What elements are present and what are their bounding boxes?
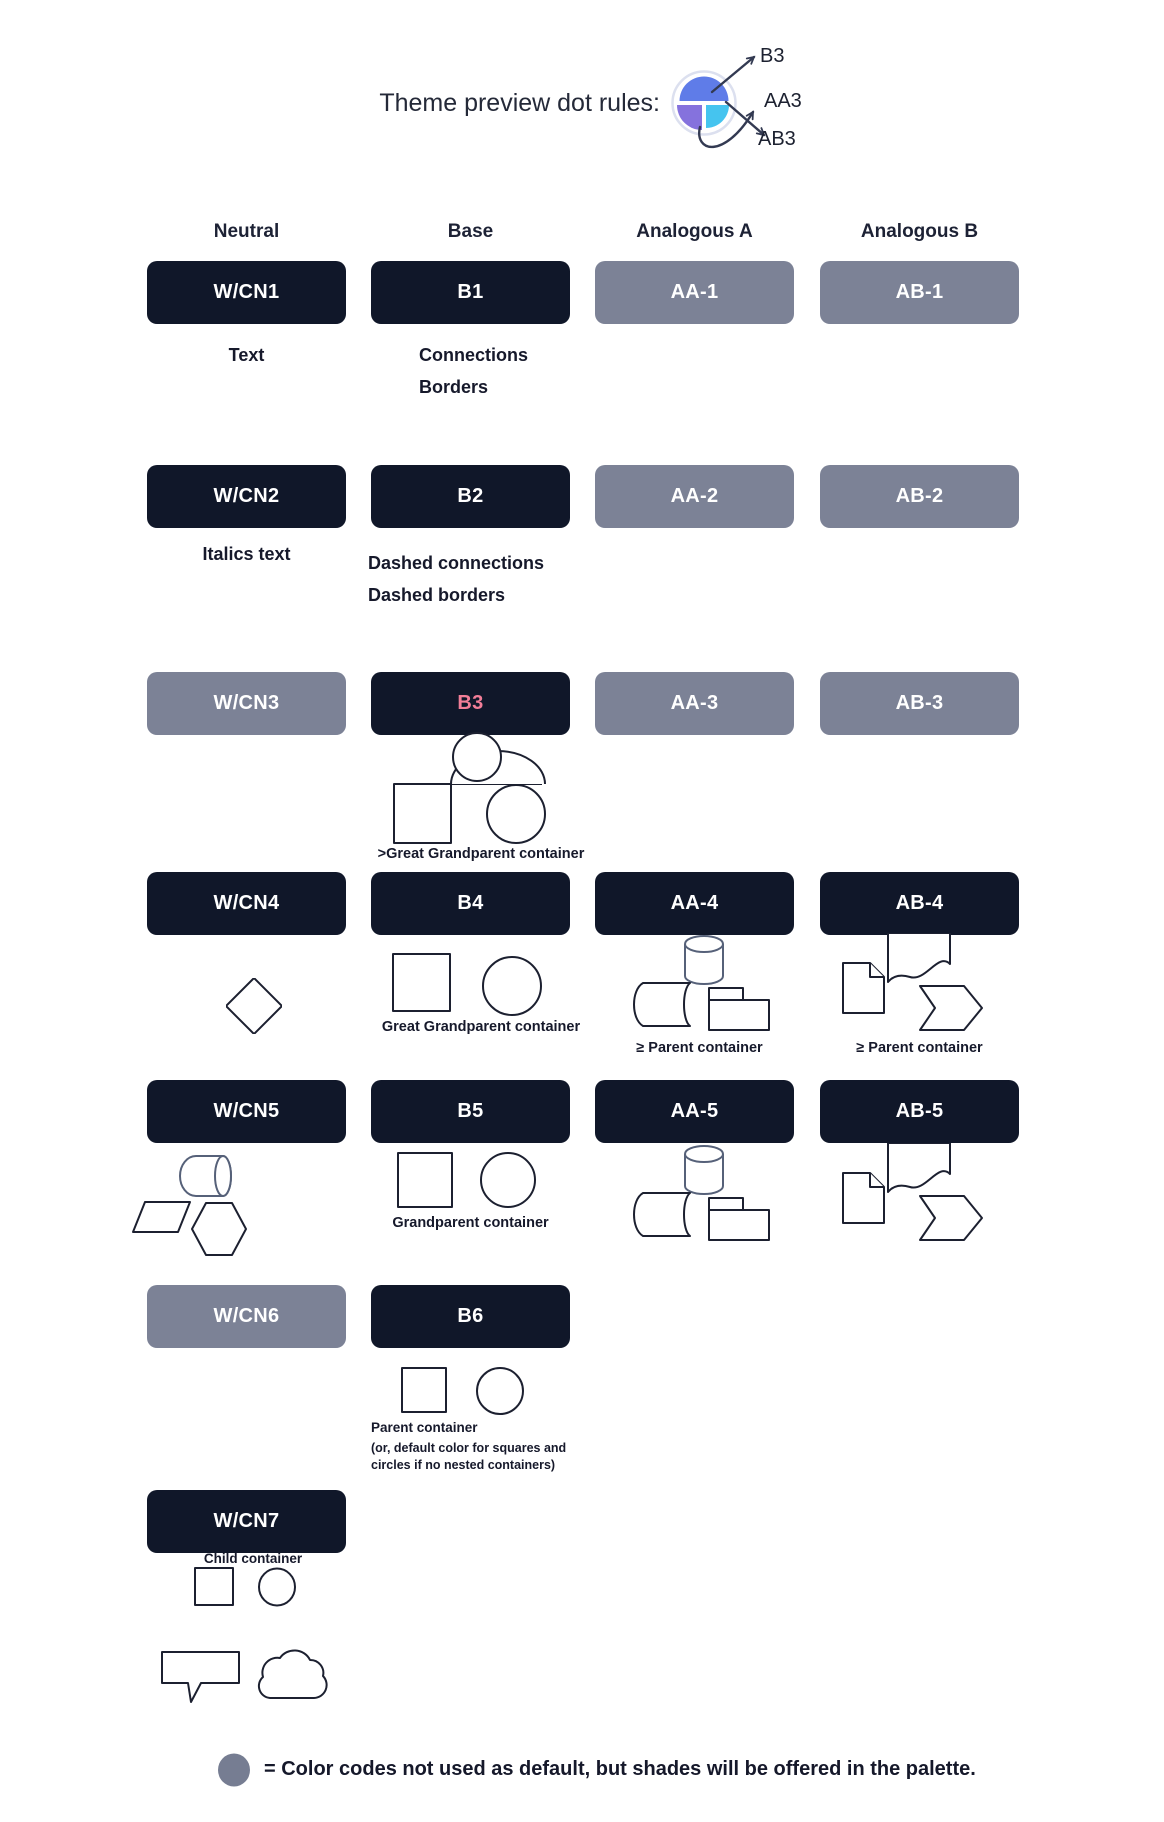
aa4-shape-group [625,933,775,1033]
caption-italics-text: Italics text [202,544,291,564]
stored-data-icon [634,983,690,1026]
wcn7-extra-shape-group [155,1640,340,1712]
swatch-aa5: AA-5 [595,1080,794,1143]
swatch-b3: B3 [371,672,570,735]
wcn5-shape-group [128,1150,258,1262]
swatch-wcn4: W/CN4 [147,872,346,935]
circle-icon [487,785,545,843]
caption-text: Text [228,345,265,365]
dot-segment-top [680,77,729,101]
swatch-wcn7: W/CN7 [147,1490,346,1553]
caption-b6-line3: circles if no nested containers) [371,1458,556,1472]
swatch-b6: B6 [371,1285,570,1348]
swatch-b1: B1 [371,261,570,324]
cylinder-icon [685,936,723,984]
page-title: Theme preview dot rules: [379,89,660,117]
swatch-b4: B4 [371,872,570,935]
b4-shape-group [385,950,555,1016]
hexagon-icon [192,1203,246,1255]
swatch-b5: B5 [371,1080,570,1143]
caption-dashed-borders: Dashed borders [368,585,506,605]
dot-rule-label-b3: B3 [760,45,785,67]
wcn4-shape-group [226,978,282,1034]
document-icon [843,963,884,1013]
square-icon [394,784,451,843]
swatch-wcn5: W/CN5 [147,1080,346,1143]
square-icon [402,1368,446,1412]
circle-icon [483,957,541,1015]
legend-dot-icon [216,1752,254,1790]
dot-rule-label-aa3: AA3 [764,90,802,112]
person-head-icon [453,733,501,781]
swatch-aa1: AA-1 [595,261,794,324]
caption-dashed-connections: Dashed connections [368,553,545,573]
swatch-ab4: AB-4 [820,872,1019,935]
cylinder-icon [685,1146,723,1194]
dot-rule-label-ab3: AB3 [758,128,796,150]
diamond-icon [226,978,282,1034]
chevron-icon [920,1196,982,1240]
swatch-ab3: AB-3 [820,672,1019,735]
caption-connections: Connections [419,345,529,365]
b5-shape-group [393,1150,563,1212]
swatch-ab5: AB-5 [820,1080,1019,1143]
caption-ab4-shapes: ≥ Parent container [856,1040,983,1056]
swatch-wcn2: W/CN2 [147,465,346,528]
stored-data-icon [634,1193,690,1236]
caption-borders: Borders [419,377,489,397]
document-icon [843,1173,884,1223]
b6-shape-group [395,1364,525,1416]
chevron-icon [920,986,982,1030]
folder-icon [709,1198,769,1240]
caption-b6-line1: Parent container [371,1420,478,1435]
speech-bubble-icon [162,1652,239,1702]
ab5-shape-group [838,1143,988,1245]
circle-icon [477,1368,523,1414]
caption-b4-shapes: Great Grandparent container [381,1019,581,1035]
swatch-wcn3: W/CN3 [147,672,346,735]
wcn7-shape-group [190,1563,300,1611]
caption-wcn7: Child container [203,1551,303,1566]
caption-aa4-shapes: ≥ Parent container [636,1040,763,1056]
swatch-ab2: AB-2 [820,465,1019,528]
horizontal-cylinder-icon [180,1156,231,1196]
wavy-document-icon [888,933,950,982]
square-icon [195,1568,233,1605]
caption-b5-shapes: Grandparent container [392,1215,549,1231]
column-header-analogous-b: Analogous B [860,221,979,242]
parallelogram-icon [133,1202,190,1232]
swatch-b2: B2 [371,465,570,528]
column-header-neutral: Neutral [213,221,280,242]
circle-icon [259,1569,295,1606]
column-header-base: Base [447,221,494,242]
swatch-wcn6: W/CN6 [147,1285,346,1348]
wavy-document-icon [888,1143,950,1192]
square-icon [398,1153,452,1207]
swatch-ab1: AB-1 [820,261,1019,324]
dot-segment-bottom-left [677,105,702,130]
column-header-analogous-a: Analogous A [636,221,753,242]
caption-b6-line2: (or, default color for squares and [371,1441,567,1455]
aa5-shape-group [625,1143,775,1243]
cloud-icon [259,1650,327,1698]
swatch-aa3: AA-3 [595,672,794,735]
circle-icon [481,1153,535,1207]
swatch-aa2: AA-2 [595,465,794,528]
square-icon [393,954,450,1011]
ab4-shape-group [838,933,988,1035]
legend-text: = Color codes not used as default, but shades will be offered in the palette. [264,1758,976,1780]
caption-b3-shapes: >Great Grandparent container [377,846,585,862]
folder-icon [709,988,769,1030]
b3-shape-group [385,728,555,848]
swatch-aa4: AA-4 [595,872,794,935]
swatch-wcn1: W/CN1 [147,261,346,324]
